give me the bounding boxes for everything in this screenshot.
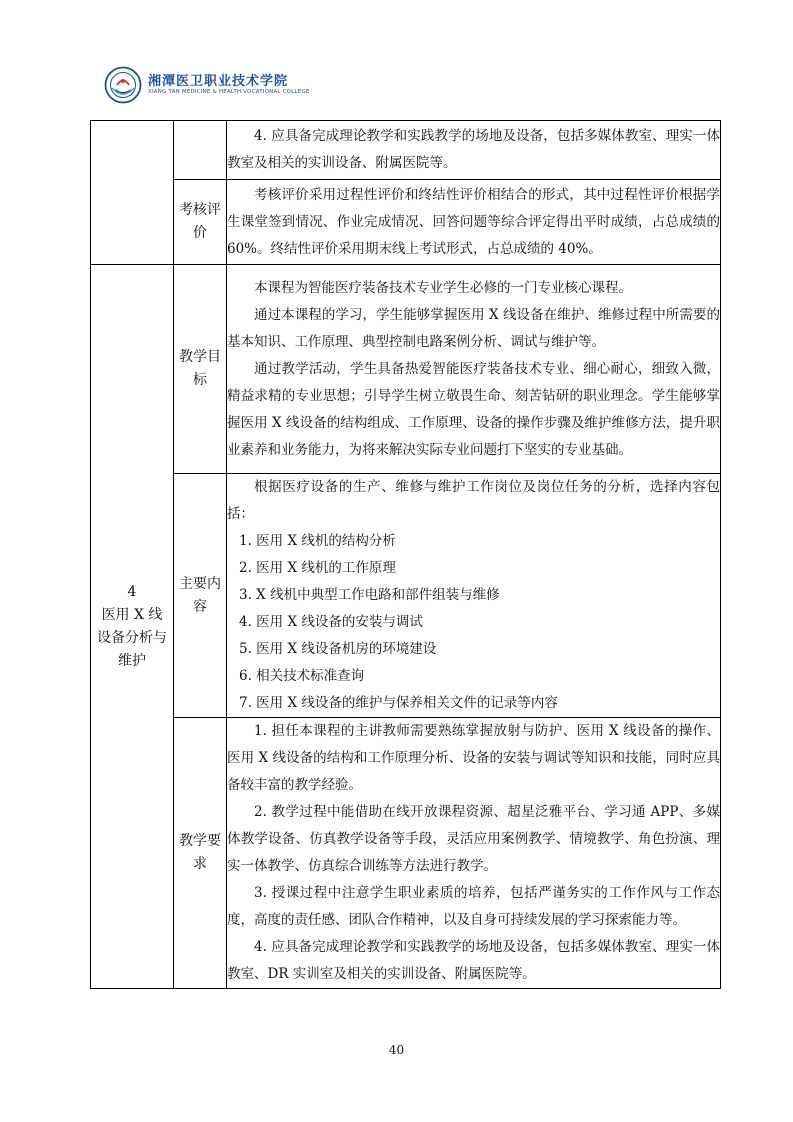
goal-paragraph: 本课程为智能医疗装备技术专业学生必修的一门专业核心课程。 bbox=[254, 279, 632, 296]
table-row bbox=[91, 718, 721, 989]
content-item: 4. 医用 X 线设备的安装与调试 bbox=[239, 614, 423, 630]
requirement-cell bbox=[227, 718, 721, 989]
table-row bbox=[91, 121, 721, 180]
prev-course-cell bbox=[91, 121, 174, 265]
college-name-english: XIANG TAN MEDICINE & HEALTH VOCATIONAL COLLEGE bbox=[148, 89, 310, 95]
goal-paragraph: 通过教学活动，学生具备热爱智能医疗装备技术专业、细心耐心，细致入微，精益求精的专业思想；引导学生树立敬畏生命、刻苦钻研的职业理念。学生能够掌握医用 X 线设备的结构组成、工作原理、设备的操作步骤及维护维修方法，提升职业素养和业务能力，为将来解决实际专业问题打下坚实的专业基础。 bbox=[227, 360, 720, 458]
course-table bbox=[90, 120, 721, 989]
goal-cell bbox=[227, 265, 721, 474]
requirement-paragraph: 1. 担任本课程的主讲教师需要熟练掌握放射与防护、医用 X 线设备的操作、医用 X 线设备的结构和工作原理分析、设备的安装与调试等知识和技能，同时应具备较丰富的教学经验。 bbox=[227, 723, 720, 793]
table-row bbox=[91, 474, 721, 718]
content-item: 1. 医用 X 线机的结构分析 bbox=[239, 533, 396, 549]
college-emblem-icon bbox=[104, 66, 142, 104]
college-name: 湘潭医卫职业技术学院 bbox=[148, 74, 289, 89]
content-intro: 根据医疗设备的生产、维修与维护工作岗位及岗位任务的分析，选择内容包括： bbox=[227, 479, 720, 522]
content-cell bbox=[227, 474, 721, 718]
content-item: 5. 医用 X 线设备机房的环境建设 bbox=[239, 641, 437, 657]
assessment-cell bbox=[227, 180, 721, 265]
college-logo bbox=[104, 66, 310, 106]
requirement-paragraph: 2. 教学过程中能借助在线开放课程资源、超星泛雅平台、学习通 APP、多媒体教学设备、仿真教学设备等手段，灵活应用案例教学、情境教学、角色扮演、理实一体教学、仿真综合训练等方法进行教学。 bbox=[227, 804, 720, 874]
assessment-text: 考核评价采用过程性评价和终结性评价相结合的形式，其中过程性评价根据学生课堂签到情况、作业完成情况、回答问题等综合评定得出平时成绩，占总成绩的 60%。终结性评价采用期末线上考试形式，占总成绩的 40%。 bbox=[227, 186, 720, 257]
goal-label: 教学目标 bbox=[174, 265, 227, 474]
course-name-cell bbox=[91, 265, 174, 989]
prev-requirement-label-cell bbox=[174, 121, 227, 180]
requirement-paragraph: 3. 授课过程中注意学生职业素质的培养，包括严谨务实的工作作风与工作态度，高度的责任感、团队合作精神，以及自身可持续发展的学习探索能力等。 bbox=[227, 885, 720, 928]
course-name: 医用 X 线设备分析与维护 bbox=[97, 606, 167, 669]
goal-paragraph: 通过本课程的学习，学生能够掌握医用 X 线设备在维护、维修过程中所需要的基本知识、工作原理、典型控制电路案例分析、调试与维护等。 bbox=[227, 306, 720, 350]
content-item: 3. X 线机中典型工作电路和部件组装与维修 bbox=[239, 587, 500, 603]
content-label: 主要内容 bbox=[174, 474, 227, 718]
table-row bbox=[91, 265, 721, 474]
prev-requirement-item: 4. 应具备完成理论教学和实践教学的场地及设备，包括多媒体教室、理实一体教室及相关的实训设备、附属医院等。 bbox=[227, 128, 720, 171]
content-item: 6. 相关技术标准查询 bbox=[239, 668, 365, 684]
page-number: 40 bbox=[388, 1043, 405, 1057]
content-item: 7. 医用 X 线设备的维护与保养相关文件的记录等内容 bbox=[239, 695, 558, 711]
prev-requirement-cell bbox=[227, 121, 721, 180]
course-number: 4 bbox=[127, 583, 137, 600]
assessment-label: 考核评价 bbox=[174, 180, 227, 265]
table-row bbox=[91, 180, 721, 265]
requirement-label: 教学要求 bbox=[174, 718, 227, 989]
content-item: 2. 医用 X 线机的工作原理 bbox=[239, 560, 396, 576]
requirement-paragraph: 4. 应具备完成理论教学和实践教学的场地及设备，包括多媒体教室、理实一体教室、DR 实训室及相关的实训设备、附属医院等。 bbox=[227, 939, 720, 982]
